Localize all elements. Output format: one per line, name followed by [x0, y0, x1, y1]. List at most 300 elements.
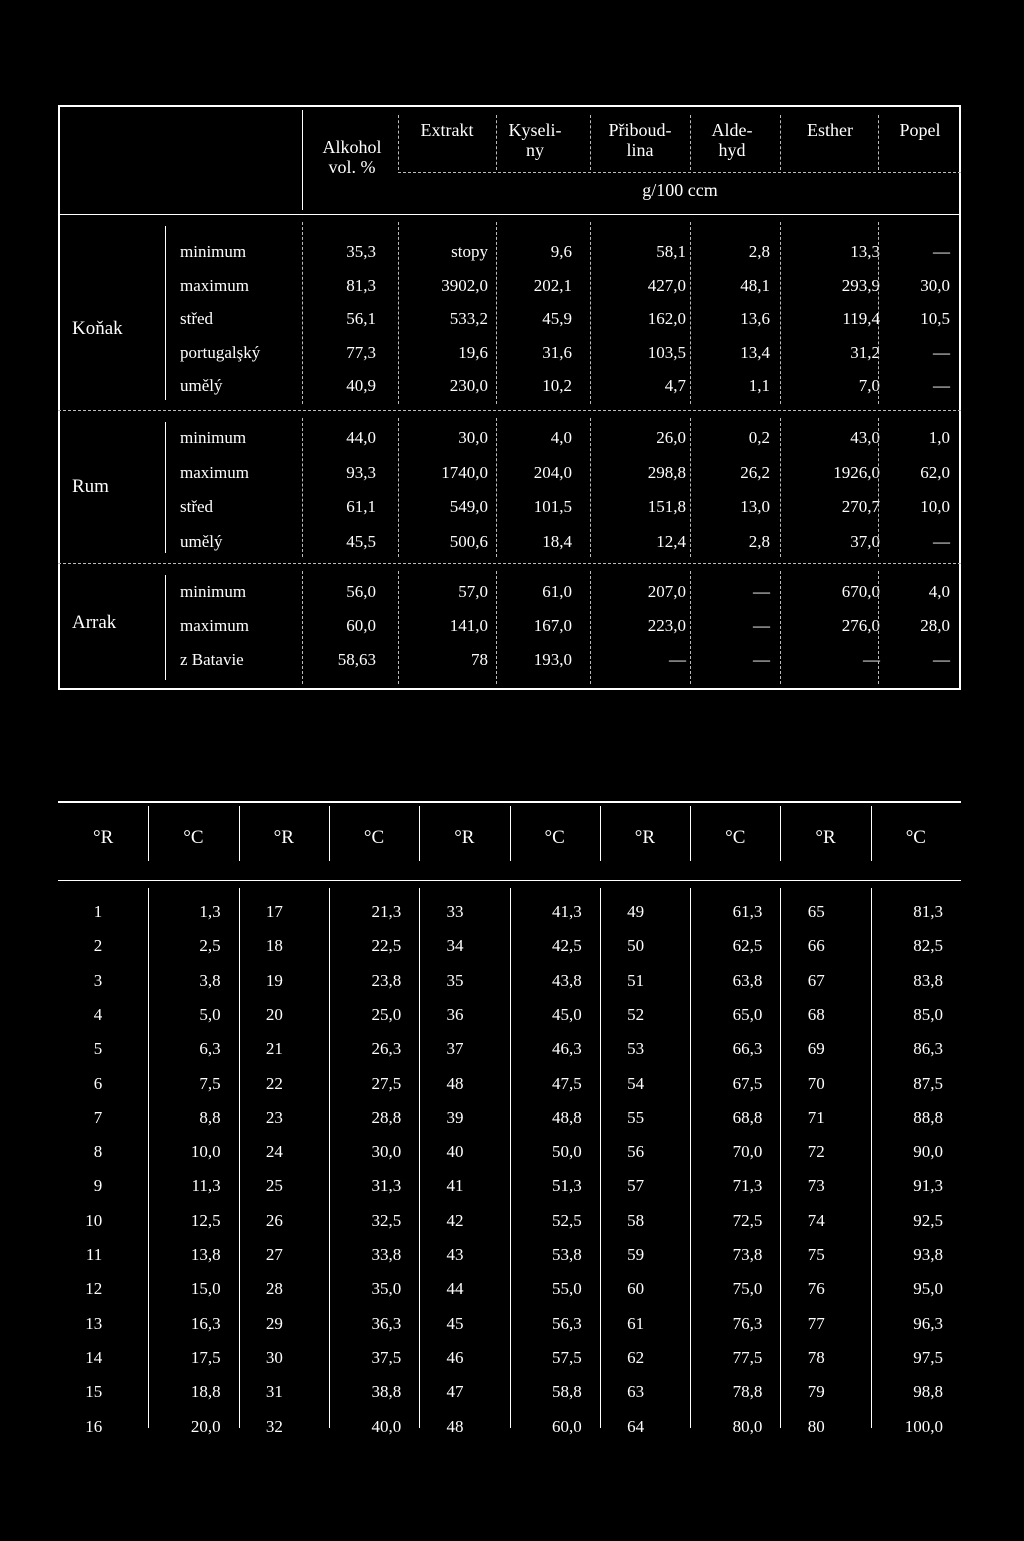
celsius-cell: 81,3 [913, 902, 943, 921]
conv-header-separator [239, 806, 240, 861]
column-separator [780, 222, 781, 404]
value-cell: 207,0 [647, 582, 686, 601]
column-separator [496, 222, 497, 404]
celsius-cell: 86,3 [913, 1039, 943, 1059]
value-cell: 31,6 [542, 342, 572, 362]
value-cell: 45,9 [542, 309, 572, 328]
reaumur-cell: 8 [93, 1142, 103, 1162]
celsius-cell: 66,3 [732, 1039, 763, 1059]
reaumur-cell: 47 [446, 1382, 464, 1402]
value-cell: 1740,0 [441, 462, 488, 482]
reaumur-cell: 13 [85, 1313, 103, 1333]
column-separator [302, 571, 303, 684]
value-cell: 78 [471, 650, 488, 669]
header-cell: Extrakt [420, 120, 474, 140]
value-cell: 10,2 [542, 376, 572, 395]
row-label: maximum [180, 616, 249, 635]
group-divider [58, 410, 961, 411]
celsius-cell: 65,0 [732, 1004, 763, 1024]
conv-header-cell: °R [273, 827, 294, 848]
celsius-cell: 10,0 [190, 1142, 221, 1162]
celsius-cell: 8,8 [199, 1107, 221, 1127]
celsius-cell: 21,3 [371, 902, 402, 921]
reaumur-cell: 5 [93, 1039, 103, 1059]
reaumur-cell: 9 [93, 1176, 103, 1196]
row-label: minimum [180, 242, 247, 261]
reaumur-cell: 34 [446, 936, 464, 956]
reaumur-cell: 39 [446, 1107, 464, 1127]
label-separator [165, 575, 166, 680]
header-separator [878, 115, 879, 170]
value-cell: 202,1 [533, 275, 572, 295]
column-separator [780, 418, 781, 557]
reaumur-cell: 61 [627, 1313, 645, 1333]
reaumur-cell: 35 [446, 970, 464, 990]
value-cell: 61,0 [542, 582, 572, 601]
celsius-cell: 61,3 [732, 902, 763, 921]
reaumur-cell: 4 [93, 1004, 103, 1024]
reaumur-cell: 48 [446, 1416, 464, 1436]
reaumur-cell: 55 [627, 1107, 645, 1127]
value-cell: 12,4 [656, 531, 686, 551]
value-cell: 26,0 [656, 428, 686, 447]
value-cell: 28,0 [920, 616, 950, 635]
celsius-cell: 37,5 [371, 1347, 402, 1367]
value-cell: 427,0 [647, 275, 686, 295]
celsius-cell: 62,5 [732, 936, 763, 956]
value-cell: 1,1 [748, 376, 770, 395]
conv-header-cell: °R [93, 827, 114, 848]
row-label: z Batavie [180, 650, 244, 669]
reaumur-cell: 10 [85, 1210, 103, 1230]
column-separator [878, 418, 879, 557]
reaumur-cell: 23 [265, 1107, 283, 1127]
column-separator [590, 222, 591, 404]
reaumur-cell: 37 [446, 1039, 464, 1059]
header-cell: Esther [807, 120, 853, 140]
reaumur-cell: 30 [265, 1347, 283, 1367]
celsius-cell: 53,8 [552, 1245, 582, 1264]
celsius-cell: 97,5 [913, 1347, 943, 1367]
reaumur-cell: 2 [93, 936, 103, 956]
value-cell: 26,2 [740, 462, 770, 482]
composition-table-frame [58, 105, 961, 690]
celsius-cell: 38,8 [371, 1382, 402, 1402]
reaumur-cell: 75 [807, 1245, 825, 1264]
value-cell: 19,6 [458, 342, 488, 362]
header-separator [496, 115, 497, 170]
reaumur-cell: 22 [265, 1073, 283, 1093]
conv-header-cell: °C [183, 827, 204, 848]
column-separator [690, 418, 691, 557]
value-cell: 549,0 [449, 497, 488, 516]
group-divider [58, 563, 961, 564]
value-cell: 141,0 [449, 616, 488, 635]
value-cell: 57,0 [458, 582, 488, 601]
value-cell: 13,0 [740, 497, 770, 516]
conv-header-separator [510, 806, 511, 861]
header-separator [690, 115, 691, 170]
row-label: maximum [180, 275, 249, 295]
reaumur-cell: 65 [807, 902, 825, 921]
reaumur-cell: 79 [807, 1382, 825, 1402]
reaumur-cell: 76 [807, 1279, 825, 1299]
reaumur-cell: 67 [807, 970, 825, 990]
column-separator [496, 571, 497, 684]
reaumur-cell: 49 [627, 902, 645, 921]
conv-header-cell: °R [634, 827, 656, 848]
celsius-cell: 95,0 [913, 1279, 943, 1299]
group-label-arrak: Arrak [72, 612, 117, 633]
celsius-cell: 28,8 [371, 1107, 402, 1127]
reaumur-cell: 63 [627, 1382, 645, 1402]
value-cell: 13,6 [740, 309, 770, 328]
reaumur-cell: 77 [807, 1313, 825, 1333]
reaumur-cell: 56 [627, 1142, 645, 1162]
celsius-cell: 91,3 [913, 1176, 943, 1196]
column-separator [780, 571, 781, 684]
header-cell: Alde- hyd [711, 120, 753, 160]
row-label: střed [180, 497, 214, 516]
value-cell: — [933, 650, 950, 669]
celsius-cell: 40,0 [371, 1416, 402, 1436]
row-label: střed [180, 309, 214, 328]
celsius-cell: 25,0 [371, 1004, 402, 1024]
value-cell: 119,4 [842, 309, 880, 328]
reaumur-cell: 11 [85, 1245, 103, 1264]
value-cell: — [933, 242, 950, 261]
value-cell: 44,0 [346, 428, 376, 447]
conv-header-separator [690, 806, 691, 861]
conv-header-cell: °C [544, 827, 565, 848]
reaumur-cell: 51 [627, 970, 645, 990]
reaumur-cell: 26 [265, 1210, 283, 1230]
reaumur-cell: 48 [446, 1073, 464, 1093]
value-cell: 2,8 [748, 531, 770, 551]
value-cell: — [933, 531, 950, 551]
group-label-rum: Rum [72, 476, 109, 497]
reaumur-cell: 54 [627, 1073, 645, 1093]
celsius-cell: 75,0 [732, 1279, 763, 1299]
conv-header-separator [600, 806, 601, 861]
value-cell: 298,8 [647, 462, 686, 482]
column-separator [878, 222, 879, 404]
celsius-cell: 43,8 [552, 970, 582, 990]
celsius-cell: 18,8 [190, 1382, 221, 1402]
celsius-cell: 96,3 [913, 1313, 943, 1333]
celsius-cell: 67,5 [732, 1073, 763, 1093]
celsius-cell: 41,3 [552, 902, 582, 921]
column-separator [590, 418, 591, 557]
reaumur-cell: 40 [446, 1142, 464, 1162]
reaumur-cell: 6 [93, 1073, 103, 1093]
celsius-cell: 35,0 [371, 1279, 402, 1299]
value-cell: 276,0 [841, 616, 880, 635]
value-cell: — [933, 342, 950, 362]
reaumur-cell: 21 [265, 1039, 283, 1059]
reaumur-cell: 16 [85, 1416, 103, 1436]
value-cell: 58,63 [337, 650, 376, 669]
celsius-cell: 56,3 [552, 1313, 582, 1333]
celsius-cell: 45,0 [552, 1004, 582, 1024]
value-cell: 230,0 [449, 376, 488, 395]
celsius-cell: 72,5 [732, 1210, 763, 1230]
value-cell: 43,0 [850, 428, 880, 447]
value-cell: 7,0 [858, 376, 880, 395]
conv-header-separator [148, 806, 149, 861]
reaumur-cell: 72 [807, 1142, 825, 1162]
value-cell: 56,0 [346, 582, 376, 601]
header-cell: Kyseli- ny [508, 120, 562, 160]
celsius-cell: 1,3 [199, 902, 221, 921]
value-cell: 103,5 [647, 342, 686, 362]
reaumur-cell: 78 [807, 1347, 825, 1367]
reaumur-cell: 62 [627, 1347, 645, 1367]
value-cell: 223,0 [647, 616, 686, 635]
value-cell: 81,3 [346, 275, 376, 295]
celsius-cell: 57,5 [552, 1347, 582, 1367]
celsius-cell: 71,3 [732, 1176, 763, 1196]
reaumur-cell: 15 [85, 1382, 103, 1402]
reaumur-cell: 44 [446, 1279, 464, 1299]
celsius-cell: 36,3 [371, 1313, 402, 1333]
value-cell: — [753, 616, 770, 635]
reaumur-cell: 24 [265, 1142, 283, 1162]
reaumur-cell: 19 [265, 970, 283, 990]
celsius-cell: 32,5 [371, 1210, 402, 1230]
value-cell: — [669, 650, 686, 669]
reaumur-cell: 73 [807, 1176, 825, 1196]
value-cell: 4,7 [664, 376, 686, 395]
conv-header-cell: °R [815, 827, 836, 848]
value-cell: 9,6 [550, 242, 572, 261]
label-separator [165, 422, 166, 553]
reaumur-cell: 71 [807, 1107, 825, 1127]
reaumur-cell: 17 [265, 902, 283, 921]
value-cell: 500,6 [449, 531, 488, 551]
value-cell: 56,1 [346, 309, 376, 328]
column-separator [302, 222, 303, 404]
value-cell: 151,8 [647, 497, 686, 516]
reaumur-cell: 59 [627, 1245, 645, 1264]
column-separator [398, 571, 399, 684]
conv-header-separator [871, 806, 872, 861]
reaumur-cell: 3 [93, 970, 103, 990]
value-cell: — [863, 650, 880, 669]
celsius-cell: 47,5 [552, 1073, 582, 1093]
reaumur-cell: 64 [627, 1416, 645, 1436]
value-cell: 4,0 [928, 582, 950, 601]
value-cell: stopy [451, 242, 488, 261]
celsius-cell: 73,8 [732, 1245, 763, 1264]
celsius-cell: 51,3 [552, 1176, 582, 1196]
celsius-cell: 55,0 [552, 1279, 582, 1299]
header-bottom-rule [58, 214, 961, 215]
celsius-cell: 63,8 [732, 970, 763, 990]
celsius-cell: 93,8 [913, 1245, 943, 1264]
celsius-cell: 83,8 [913, 970, 943, 990]
reaumur-cell: 70 [807, 1073, 825, 1093]
row-label: maximum [180, 462, 249, 482]
reaumur-cell: 80 [807, 1416, 825, 1436]
header-cell: Přiboud- lina [608, 120, 672, 160]
reaumur-cell: 74 [807, 1210, 825, 1230]
reaumur-cell: 1 [93, 902, 103, 921]
value-cell: 193,0 [533, 650, 572, 669]
conv-header-separator [329, 806, 330, 861]
header-separator [398, 115, 399, 170]
celsius-cell: 16,3 [190, 1313, 221, 1333]
reaumur-cell: 25 [265, 1176, 283, 1196]
reaumur-cell: 18 [265, 936, 283, 956]
conv-header-cell: °C [363, 827, 385, 848]
value-cell: 10,0 [920, 497, 950, 516]
value-cell: 60,0 [346, 616, 376, 635]
value-cell: 204,0 [533, 462, 572, 482]
celsius-cell: 12,5 [190, 1210, 221, 1230]
row-label: minimum [180, 428, 247, 447]
celsius-cell: 85,0 [913, 1004, 943, 1024]
celsius-cell: 60,0 [552, 1416, 582, 1436]
celsius-cell: 76,3 [732, 1313, 763, 1333]
header-dashed-rule [398, 172, 961, 173]
value-cell: 533,2 [449, 309, 488, 328]
celsius-cell: 11,3 [191, 1176, 221, 1196]
reaumur-cell: 36 [446, 1004, 464, 1024]
header-cell: Alkohol vol. % [322, 137, 382, 177]
value-cell: 270,7 [841, 497, 880, 516]
celsius-cell: 20,0 [190, 1416, 221, 1436]
value-cell: 2,8 [748, 242, 770, 261]
column-separator [398, 418, 399, 557]
reaumur-cell: 46 [446, 1347, 464, 1367]
reaumur-cell: 45 [446, 1313, 464, 1333]
reaumur-cell: 14 [85, 1347, 103, 1367]
celsius-cell: 26,3 [371, 1039, 402, 1059]
reaumur-cell: 42 [446, 1210, 464, 1230]
celsius-cell: 77,5 [732, 1347, 763, 1367]
celsius-cell: 17,5 [190, 1347, 221, 1367]
celsius-cell: 88,8 [913, 1107, 943, 1127]
reaumur-cell: 58 [627, 1210, 645, 1230]
reaumur-cell: 31 [265, 1382, 283, 1402]
reaumur-cell: 27 [265, 1245, 283, 1264]
celsius-cell: 13,8 [190, 1245, 221, 1264]
conv-header-cell: °C [725, 827, 746, 848]
header-separator [302, 110, 303, 210]
celsius-cell: 50,0 [552, 1142, 582, 1162]
reaumur-cell: 52 [627, 1004, 645, 1024]
celsius-cell: 48,8 [552, 1107, 582, 1127]
reaumur-cell: 7 [93, 1107, 103, 1127]
reaumur-cell: 66 [807, 936, 825, 956]
celsius-cell: 46,3 [552, 1039, 582, 1059]
column-separator [690, 222, 691, 404]
reaumur-cell: 69 [807, 1039, 825, 1059]
celsius-cell: 23,8 [371, 970, 402, 990]
celsius-cell: 82,5 [913, 936, 943, 956]
conv-header-cell: °R [454, 827, 475, 848]
celsius-cell: 100,0 [904, 1416, 943, 1436]
value-cell: 77,3 [346, 342, 376, 362]
value-cell: — [753, 582, 770, 601]
celsius-cell: 15,0 [190, 1279, 221, 1299]
celsius-cell: 22,5 [371, 936, 402, 956]
row-label: umělý [180, 376, 223, 395]
reaumur-cell: 68 [807, 1004, 825, 1024]
celsius-cell: 30,0 [371, 1142, 402, 1162]
value-cell: 13,3 [850, 242, 880, 261]
celsius-cell: 78,8 [732, 1382, 763, 1402]
label-separator [165, 226, 166, 400]
column-separator [398, 222, 399, 404]
value-cell: 62,0 [920, 462, 950, 482]
value-cell: 18,4 [542, 531, 572, 551]
celsius-cell: 58,8 [552, 1382, 582, 1402]
value-cell: 37,0 [850, 531, 880, 551]
reaumur-cell: 43 [446, 1245, 464, 1264]
conv-header-separator [419, 806, 420, 861]
row-label: minimum [180, 582, 247, 601]
value-cell: 4,0 [550, 428, 572, 447]
celsius-cell: 3,8 [199, 970, 221, 990]
celsius-cell: 92,5 [913, 1210, 943, 1230]
celsius-cell: 98,8 [913, 1382, 943, 1402]
reaumur-cell: 32 [265, 1416, 283, 1436]
value-cell: 31,2 [850, 342, 880, 362]
value-cell: 167,0 [533, 616, 572, 635]
unit-label: g/100 ccm [642, 180, 718, 200]
header-cell: Popel [899, 120, 941, 140]
reaumur-cell: 50 [627, 936, 645, 956]
header-separator [590, 115, 591, 170]
value-cell: 101,5 [533, 497, 572, 516]
celsius-cell: 80,0 [732, 1416, 763, 1436]
celsius-cell: 5,0 [199, 1004, 221, 1024]
conv-header-cell: °C [905, 827, 926, 848]
value-cell: 10,5 [920, 309, 950, 328]
celsius-cell: 33,8 [371, 1245, 402, 1264]
celsius-cell: 68,8 [732, 1107, 763, 1127]
value-cell: 48,1 [740, 275, 770, 295]
column-separator [302, 418, 303, 557]
celsius-cell: 87,5 [913, 1073, 943, 1093]
value-cell: 293,9 [841, 275, 880, 295]
celsius-cell: 42,5 [552, 936, 582, 956]
column-separator [878, 571, 879, 684]
celsius-cell: 2,5 [199, 936, 221, 956]
reaumur-cell: 53 [627, 1039, 645, 1059]
value-cell: 40,9 [346, 376, 376, 395]
value-cell: 1926,0 [833, 462, 880, 482]
reaumur-cell: 60 [627, 1279, 645, 1299]
row-label: portugalşký [180, 342, 261, 362]
value-cell: — [933, 376, 950, 395]
value-cell: 58,1 [656, 242, 686, 261]
value-cell: 93,3 [346, 462, 376, 482]
row-label: umělý [180, 531, 223, 551]
celsius-cell: 7,5 [199, 1073, 221, 1093]
celsius-cell: 6,3 [199, 1039, 221, 1059]
reaumur-cell: 41 [446, 1176, 464, 1196]
celsius-cell: 70,0 [732, 1142, 763, 1162]
celsius-cell: 27,5 [371, 1073, 402, 1093]
value-cell: 30,0 [920, 275, 950, 295]
reaumur-cell: 29 [265, 1313, 283, 1333]
value-cell: 13,4 [740, 342, 770, 362]
conv-header-rule [58, 880, 961, 881]
value-cell: 61,1 [346, 497, 376, 516]
